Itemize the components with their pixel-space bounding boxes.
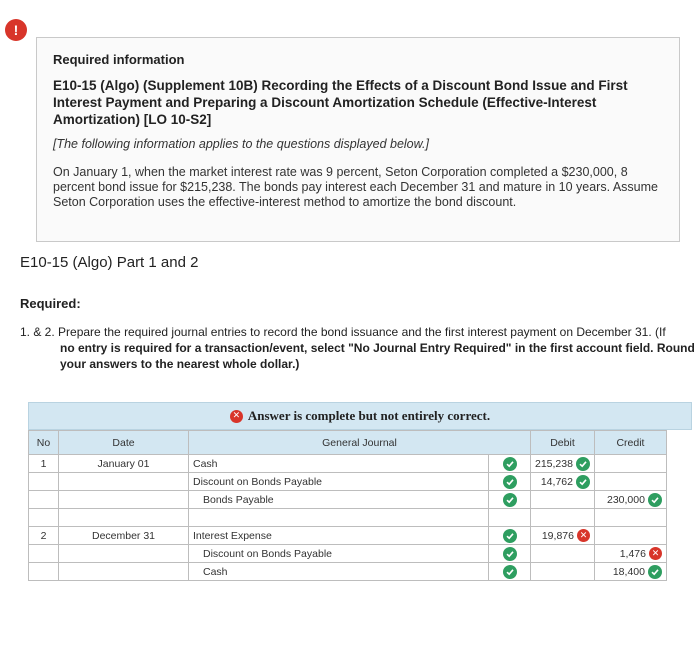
entry-number bbox=[29, 473, 59, 491]
debit-amount: 19,876 bbox=[541, 529, 574, 542]
debit-input[interactable] bbox=[531, 563, 595, 581]
check-icon bbox=[503, 547, 517, 561]
part-title: E10-15 (Algo) Part 1 and 2 bbox=[20, 254, 199, 271]
check-icon bbox=[576, 475, 590, 489]
journal-row bbox=[29, 563, 667, 581]
instruction-line-2: no entry is required for a transaction/event, select "No Journal Entry Required" in the first account field. Round bbox=[60, 341, 695, 355]
entry-date-select[interactable] bbox=[59, 473, 189, 491]
entry-date-select[interactable] bbox=[59, 563, 189, 581]
account-status-cell bbox=[489, 563, 531, 581]
debit-amount: 215,238 bbox=[535, 457, 573, 470]
check-icon bbox=[503, 475, 517, 489]
debit-input[interactable] bbox=[531, 491, 595, 509]
journal-row bbox=[29, 545, 667, 563]
debit-input[interactable] bbox=[531, 455, 595, 473]
entry-number: 2 bbox=[29, 527, 59, 545]
exclamation-icon: ! bbox=[5, 19, 27, 41]
info-heading: Required information bbox=[53, 52, 185, 67]
entry-number bbox=[29, 545, 59, 563]
header-general-journal: General Journal bbox=[189, 431, 531, 455]
journal-row bbox=[29, 527, 667, 545]
x-icon: ✕ bbox=[649, 547, 662, 560]
account-select[interactable]: Discount on Bonds Payable bbox=[189, 473, 489, 491]
journal-header-row bbox=[29, 431, 667, 455]
account-select[interactable]: Discount on Bonds Payable bbox=[189, 545, 489, 563]
header-no: No bbox=[29, 431, 59, 455]
entry-date-select[interactable]: January 01 bbox=[59, 455, 189, 473]
x-icon: ✕ bbox=[230, 410, 243, 423]
account-select[interactable]: Cash bbox=[189, 455, 489, 473]
check-icon bbox=[576, 457, 590, 471]
entry-number bbox=[29, 563, 59, 581]
required-instructions bbox=[20, 324, 700, 372]
header-debit: Debit bbox=[531, 431, 595, 455]
journal-row bbox=[29, 455, 667, 473]
credit-input[interactable] bbox=[594, 491, 666, 509]
debit-input[interactable] bbox=[531, 545, 595, 563]
check-icon bbox=[503, 457, 517, 471]
account-status-cell bbox=[489, 491, 531, 509]
answer-status-bar bbox=[28, 402, 692, 430]
check-icon bbox=[503, 565, 517, 579]
entry-number bbox=[29, 491, 59, 509]
entry-date-select[interactable] bbox=[59, 545, 189, 563]
entry-number: 1 bbox=[29, 455, 59, 473]
entry-date-select[interactable] bbox=[59, 491, 189, 509]
check-icon bbox=[648, 493, 662, 507]
header-credit: Credit bbox=[594, 431, 666, 455]
account-status-cell bbox=[489, 455, 531, 473]
exercise-title: E10-15 (Algo) (Supplement 10B) Recording the Effects of a Discount Bond Issue and First Interest Payment and Preparing a Discount Amortization Schedule (Effective-Interest Amortization) [LO 10-S2] bbox=[53, 78, 628, 127]
problem-paragraph: On January 1, when the market interest rate was 9 percent, Seton Corporation completed a $230,000, 8 percent bond issue for $215,238. The bonds pay interest each December 31 and mature in 10 years. Assume Seton Corporation uses the effective-interest method to amortize the bond discount. bbox=[53, 165, 658, 209]
account-select[interactable]: Cash bbox=[189, 563, 489, 581]
account-status-cell bbox=[489, 545, 531, 563]
debit-amount: 14,762 bbox=[540, 475, 573, 488]
debit-input[interactable] bbox=[531, 473, 595, 491]
credit-amount: 230,000 bbox=[607, 493, 645, 506]
journal-row bbox=[29, 491, 667, 509]
journal-row bbox=[29, 473, 667, 491]
x-icon: ✕ bbox=[577, 529, 590, 542]
credit-input[interactable] bbox=[594, 455, 666, 473]
general-journal-table bbox=[28, 430, 667, 581]
credit-amount: 18,400 bbox=[612, 565, 645, 578]
account-select[interactable]: Interest Expense bbox=[189, 527, 489, 545]
instruction-line-1: 1. & 2. Prepare the required journal entries to record the bond issuance and the first interest payment on December 31. (If bbox=[20, 325, 666, 339]
credit-input[interactable] bbox=[594, 473, 666, 491]
debit-input[interactable] bbox=[531, 527, 595, 545]
credit-input[interactable] bbox=[594, 527, 666, 545]
credit-amount: 1,476 bbox=[619, 547, 646, 560]
check-icon bbox=[503, 493, 517, 507]
header-date: Date bbox=[59, 431, 189, 455]
answer-status-text: Answer is complete but not entirely correct. bbox=[247, 408, 491, 423]
account-status-cell bbox=[489, 527, 531, 545]
required-information-panel bbox=[36, 37, 680, 242]
credit-input[interactable] bbox=[594, 563, 666, 581]
info-note: [The following information applies to the questions displayed below.] bbox=[53, 137, 429, 151]
check-icon bbox=[503, 529, 517, 543]
credit-input[interactable] bbox=[594, 545, 666, 563]
account-select[interactable]: Bonds Payable bbox=[189, 491, 489, 509]
entry-date-select[interactable]: December 31 bbox=[59, 527, 189, 545]
journal-spacer-row bbox=[29, 509, 667, 527]
instruction-line-3: your answers to the nearest whole dollar.) bbox=[60, 357, 300, 371]
check-icon bbox=[648, 565, 662, 579]
required-label: Required: bbox=[20, 296, 81, 311]
account-status-cell bbox=[489, 473, 531, 491]
